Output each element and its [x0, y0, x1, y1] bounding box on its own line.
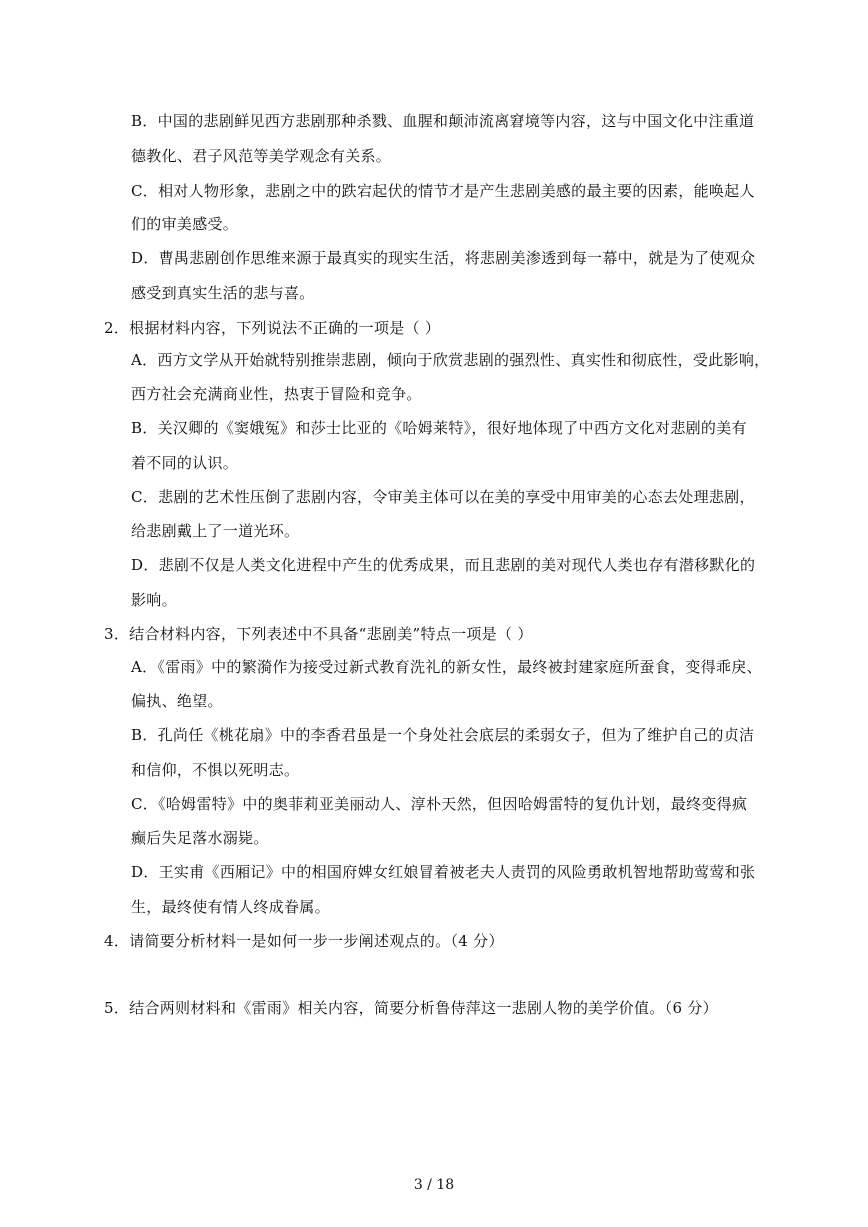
q2-option-a-line1: A．西方文学从开始就特别推崇悲剧，倾向于欣赏悲剧的强烈性、真实性和彻底性，受此影响， — [131, 351, 770, 369]
q3-option-c-line1: C．《哈姆雷特》中的奥菲莉亚美丽动人、淳朴天然，但因哈姆雷特的复仇计划，最终变得疯 — [131, 795, 748, 813]
q2-option-b-line1: B．关汉卿的《窦娥冤》和莎士比亚的《哈姆莱特》，很好地体现了中西方文化对悲剧的美有 — [131, 419, 747, 437]
q1-option-c-line2: 们的审美感受。 — [131, 215, 239, 233]
q2-stem: 2．根据材料内容，下列说法不正确的一项是（ ） — [104, 319, 441, 337]
q4-stem: 4．请简要分析材料一是如何一步一步阐述观点的。（4 分） — [104, 932, 504, 950]
q1-option-d-line2: 感受到真实生活的悲与喜。 — [131, 284, 315, 302]
q1-option-b-line2: 德教化、君子风范等美学观念有关系。 — [131, 147, 392, 165]
q2-option-a-line2: 西方社会充满商业性，热衷于冒险和竞争。 — [131, 385, 422, 403]
q5-stem: 5．结合两则材料和《雷雨》相关内容，简要分析鲁侍萍这一悲剧人物的美学价值。（6 分） — [104, 999, 718, 1017]
q3-option-c-line2: 癫后失足落水溺毙。 — [131, 829, 269, 847]
q3-option-a-line2: 偏执、绝望。 — [131, 692, 223, 710]
q3-option-d-line2: 生，最终使有情人终成眷属。 — [131, 898, 330, 916]
q3-option-a-line1: A．《雷雨》中的繁漪作为接受过新式教育洗礼的新女性，最终被封建家庭所蚕食，变得乖戾、 — [131, 658, 762, 676]
q2-option-c-line1: C．悲剧的艺术性压倒了悲剧内容，令审美主体可以在美的享受中用审美的心态去处理悲剧， — [131, 488, 755, 506]
q3-stem: 3．结合材料内容，下列表述中不具备“悲剧美”特点一项是（ ） — [104, 625, 533, 643]
q1-option-b-line1: B．中国的悲剧鲜见西方悲剧那种杀戮、血腥和颠沛流离窘境等内容，这与中国文化中注重道 — [131, 112, 755, 130]
q1-option-d-line1: D．曹禺悲剧创作思维来源于最真实的现实生活，将悲剧美渗透到每一幕中，就是为了使观众 — [131, 249, 756, 267]
q3-option-b-line2: 和信仰，不惧以死明志。 — [131, 761, 300, 779]
q3-option-d-line1: D．王实甫《西厢记》中的相国府婢女红娘冒着被老夫人责罚的风险勇敢机智地帮助莺莺和张 — [131, 863, 756, 881]
page-number: 3 / 18 — [413, 1177, 455, 1193]
q1-option-c-line1: C．相对人物形象，悲剧之中的跌宕起伏的情节才是产生悲剧美感的最主要的因素，能唤起人 — [131, 182, 755, 200]
q2-option-d-line1: D．悲剧不仅是人类文化进程中产生的优秀成果，而且悲剧的美对现代人类也存有潜移默化的 — [131, 556, 756, 574]
q3-option-b-line1: B．孔尚任《桃花扇》中的李香君虽是一个身处社会底层的柔弱女子，但为了维护自己的贞洁 — [131, 726, 755, 744]
q2-option-b-line2: 着不同的认识。 — [131, 454, 239, 472]
q2-option-d-line2: 影响。 — [131, 591, 177, 609]
q2-option-c-line2: 给悲剧戴上了一道光环。 — [131, 522, 300, 540]
